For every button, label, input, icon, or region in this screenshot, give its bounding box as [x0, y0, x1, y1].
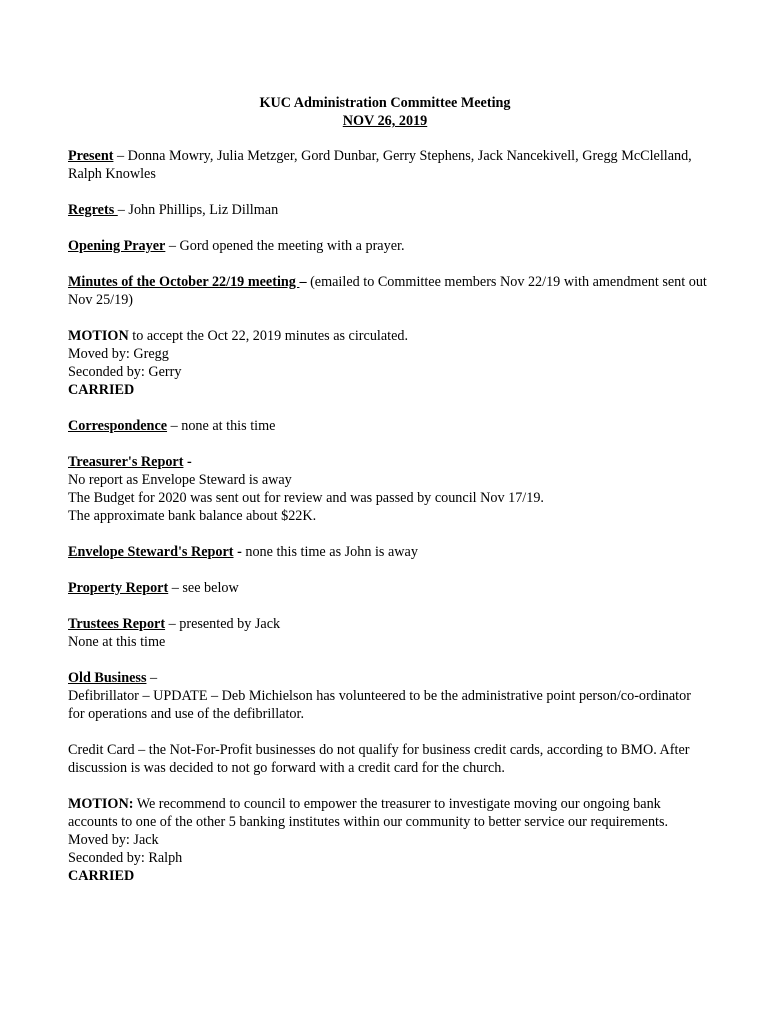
motion2-seconded: Seconded by: Ralph [68, 850, 183, 866]
property-text: – see below [168, 580, 239, 596]
treasurer-section [68, 453, 708, 525]
treasurer-heading [68, 453, 708, 471]
motion1-label: MOTION [68, 328, 129, 344]
meeting-title-block [0, 94, 770, 130]
motion2-section [68, 795, 708, 885]
old-business-heading [68, 669, 708, 687]
treasurer-line: The Budget for 2020 was sent out for review and was passed by council Nov 17/19. [68, 490, 544, 506]
regrets-label: Regrets [68, 202, 118, 218]
treasurer-dash: - [183, 454, 192, 470]
property-label: Property Report [68, 580, 169, 596]
correspondence-label: Correspondence [68, 418, 168, 434]
motion2-text: We recommend to council to empower the treasurer to investigate moving our ongoing bank accounts to one of the other 5 banking institutes within our community to better service our requirements. [68, 796, 669, 830]
envelope-dash: - [233, 544, 242, 560]
envelope-section [68, 543, 708, 561]
minutes-dash: – [299, 274, 307, 290]
motion1-statement [68, 327, 708, 345]
present-label: Present [68, 148, 114, 164]
opening-prayer-section [68, 237, 708, 255]
meeting-date: NOV 26, 2019 [342, 113, 428, 129]
trustees-label: Trustees Report [68, 616, 166, 632]
old-business-dash: – [146, 670, 158, 686]
motion1-text: to accept the Oct 22, 2019 minutes as circulated. [128, 328, 409, 344]
treasurer-line: The approximate bank balance about $22K. [68, 508, 317, 524]
motion1-section [68, 327, 708, 399]
credit-card-section [68, 741, 708, 777]
treasurer-label: Treasurer's Report [68, 454, 184, 470]
envelope-text: none this time as John is away [241, 544, 418, 560]
correspondence-section [68, 417, 708, 435]
motion1-moved: Moved by: Gregg [68, 346, 169, 362]
minutes-label: Minutes of the October 22/19 meeting [68, 274, 300, 290]
minutes-text: (emailed to Committee members Nov 22/19 with amendment sent out Nov 25/19) [68, 274, 707, 308]
motion2-result: CARRIED [68, 868, 135, 884]
motion2-label: MOTION: [68, 796, 134, 812]
defibrillator-update: Defibrillator – UPDATE – Deb Michielson has volunteered to be the administrative point person/co-ordinator for operations and use of the defibrillator. [68, 688, 691, 722]
minutes-section [68, 273, 708, 309]
old-business-section [68, 669, 708, 723]
meeting-title: KUC Administration Committee Meeting [259, 95, 511, 111]
opening-prayer-label: Opening Prayer [68, 238, 166, 254]
motion2-statement [68, 795, 708, 831]
old-business-label: Old Business [68, 670, 147, 686]
present-section [68, 147, 708, 183]
trustees-line2: None at this time [68, 634, 166, 650]
trustees-text: – presented by Jack [165, 616, 281, 632]
motion1-seconded: Seconded by: Gerry [68, 364, 182, 380]
motion1-result: CARRIED [68, 382, 135, 398]
trustees-heading [68, 615, 708, 633]
minutes-body [68, 147, 708, 903]
regrets-section [68, 201, 708, 219]
correspondence-text: – none at this time [167, 418, 276, 434]
motion2-moved: Moved by: Jack [68, 832, 159, 848]
opening-prayer-text: – Gord opened the meeting with a prayer. [165, 238, 405, 254]
present-text: – Donna Mowry, Julia Metzger, Gord Dunbar, Gerry Stephens, Jack Nancekivell, Gregg McClelland, Ralph Knowles [68, 148, 692, 182]
regrets-text: – John Phillips, Liz Dillman [117, 202, 279, 218]
envelope-label: Envelope Steward's Report [68, 544, 234, 560]
credit-card-text: Credit Card – the Not-For-Profit businesses do not qualify for business credit cards, according to BMO. After discussion is was decided to not go forward with a credit card for the church. [68, 742, 690, 776]
trustees-section [68, 615, 708, 651]
property-section [68, 579, 708, 597]
treasurer-line: No report as Envelope Steward is away [68, 472, 292, 488]
